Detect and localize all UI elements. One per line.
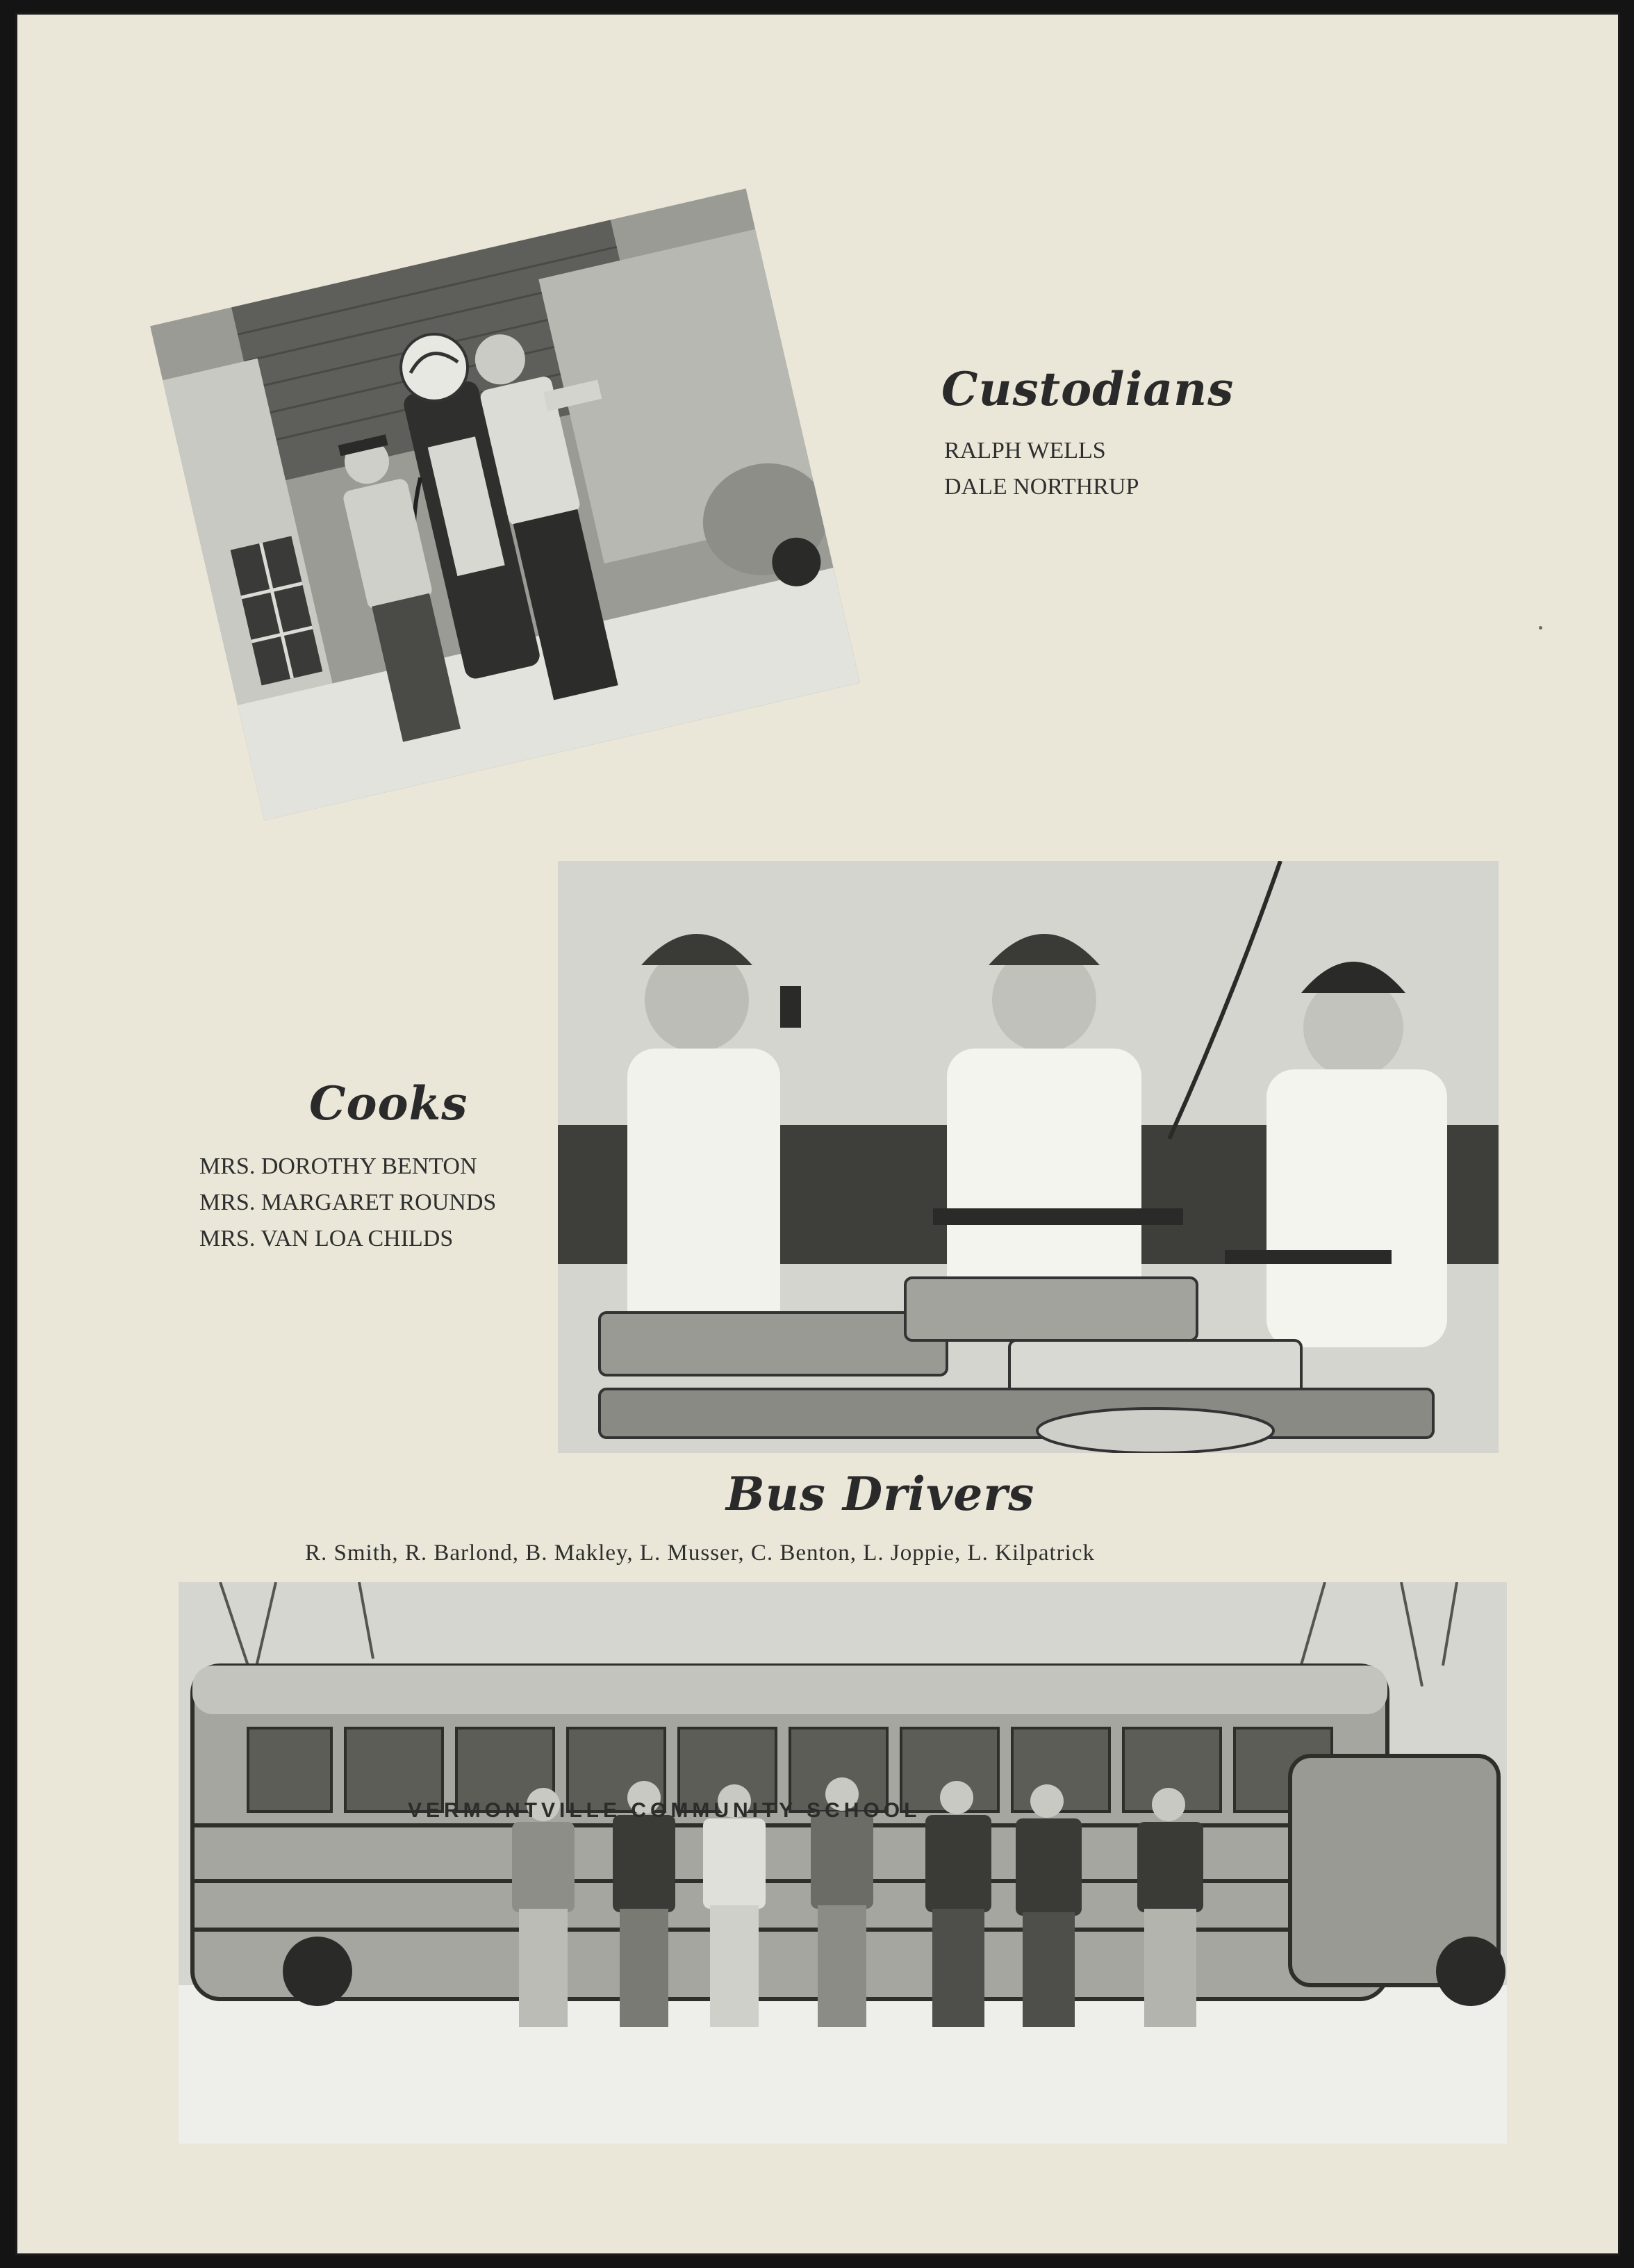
cooks-photo bbox=[558, 861, 1499, 1453]
custodians-photo bbox=[150, 188, 860, 820]
cooks-heading: Cooks bbox=[309, 1076, 468, 1131]
cook-name: MRS. DOROTHY BENTON bbox=[199, 1153, 477, 1179]
print-speck bbox=[1539, 626, 1542, 630]
cook-name: MRS. MARGARET ROUNDS bbox=[199, 1190, 497, 1215]
bus-drivers-heading: Bus Drivers bbox=[726, 1467, 1035, 1521]
cooks-names bbox=[199, 1149, 496, 1257]
bus-drivers-names: R. Smith, R. Barlond, B. Makley, L. Musser, C. Benton, L. Joppie, L. Kilpatrick bbox=[305, 1540, 1095, 1566]
custodians-heading: Custodians bbox=[941, 362, 1235, 416]
bus-drivers-photo bbox=[179, 1582, 1507, 2144]
yearbook-page bbox=[15, 13, 1620, 2255]
custodian-name: RALPH WELLS bbox=[944, 438, 1106, 463]
bus-lettering: VERMONTVILLE COMMUNITY SCHOOL bbox=[408, 1799, 921, 1822]
custodian-name: DALE NORTHRUP bbox=[944, 474, 1139, 500]
cook-name: MRS. VAN LOA CHILDS bbox=[199, 1226, 454, 1251]
custodians-names bbox=[944, 433, 1139, 505]
